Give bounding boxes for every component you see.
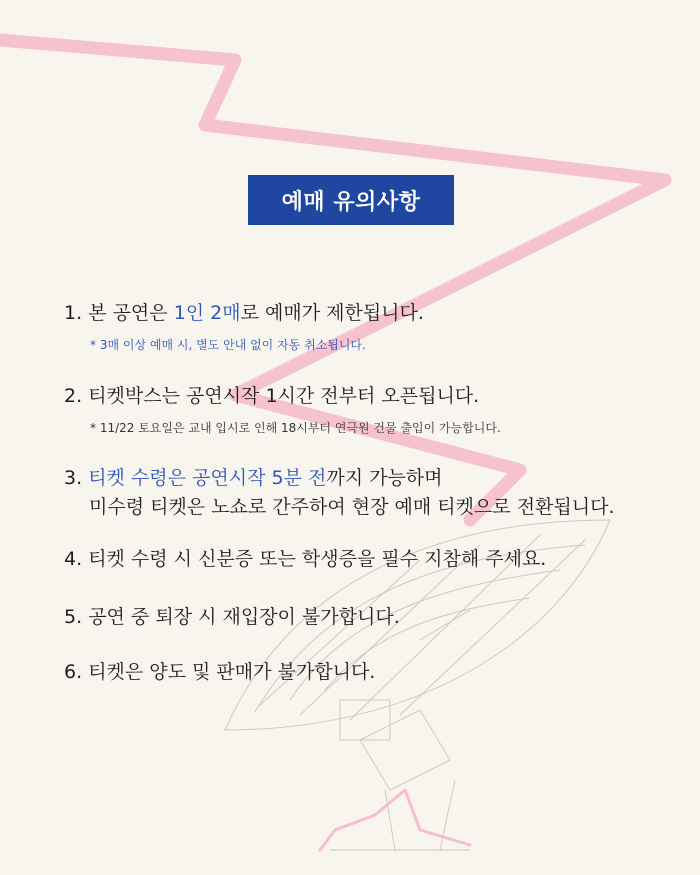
notice-item-1 <box>64 300 424 326</box>
notice-item-2-note: * 11/22 토요일은 교내 입시로 인해 18시부터 연극원 건물 출입이 가능합니다. <box>90 421 501 435</box>
notice-item-2 <box>64 383 479 409</box>
item-highlight: 1인 2매 <box>173 302 241 324</box>
notice-item-6 <box>64 659 375 685</box>
item-number: 2. <box>64 385 83 407</box>
item-text: 티켓 수령 시 신분증 또는 학생증을 필수 지참해 주세요. <box>88 548 547 570</box>
item-number: 6. <box>64 661 83 683</box>
item-number: 4. <box>64 548 83 570</box>
notice-item-3 <box>64 465 443 491</box>
item-number: 1. <box>64 302 83 324</box>
notice-item-5 <box>64 604 400 630</box>
item-text-post: 까지 가능하며 <box>326 467 443 489</box>
notice-item-3-line2: 미수령 티켓은 노쇼로 간주하여 현장 예매 티켓으로 전환됩니다. <box>89 496 615 518</box>
page-title-badge: 예매 유의사항 <box>248 175 454 225</box>
item-text-post: 로 예매가 제한됩니다. <box>240 302 424 324</box>
notice-item-1-note: * 3매 이상 예매 시, 별도 안내 없이 자동 취소됩니다. <box>90 338 366 352</box>
item-text: 공연 중 퇴장 시 재입장이 불가합니다. <box>88 606 400 628</box>
notice-item-4 <box>64 546 546 572</box>
pink-zigzag-stroke <box>0 40 665 520</box>
item-number: 5. <box>64 606 83 628</box>
pink-dish-outline <box>320 790 470 850</box>
item-highlight: 티켓 수령은 공연시작 5분 전 <box>88 467 327 489</box>
item-text-pre: 본 공연은 <box>88 302 174 324</box>
item-text: 티켓박스는 공연시작 1시간 전부터 오픈됩니다. <box>88 385 480 407</box>
item-text: 티켓은 양도 및 판매가 불가합니다. <box>88 661 376 683</box>
item-number: 3. <box>64 467 83 489</box>
